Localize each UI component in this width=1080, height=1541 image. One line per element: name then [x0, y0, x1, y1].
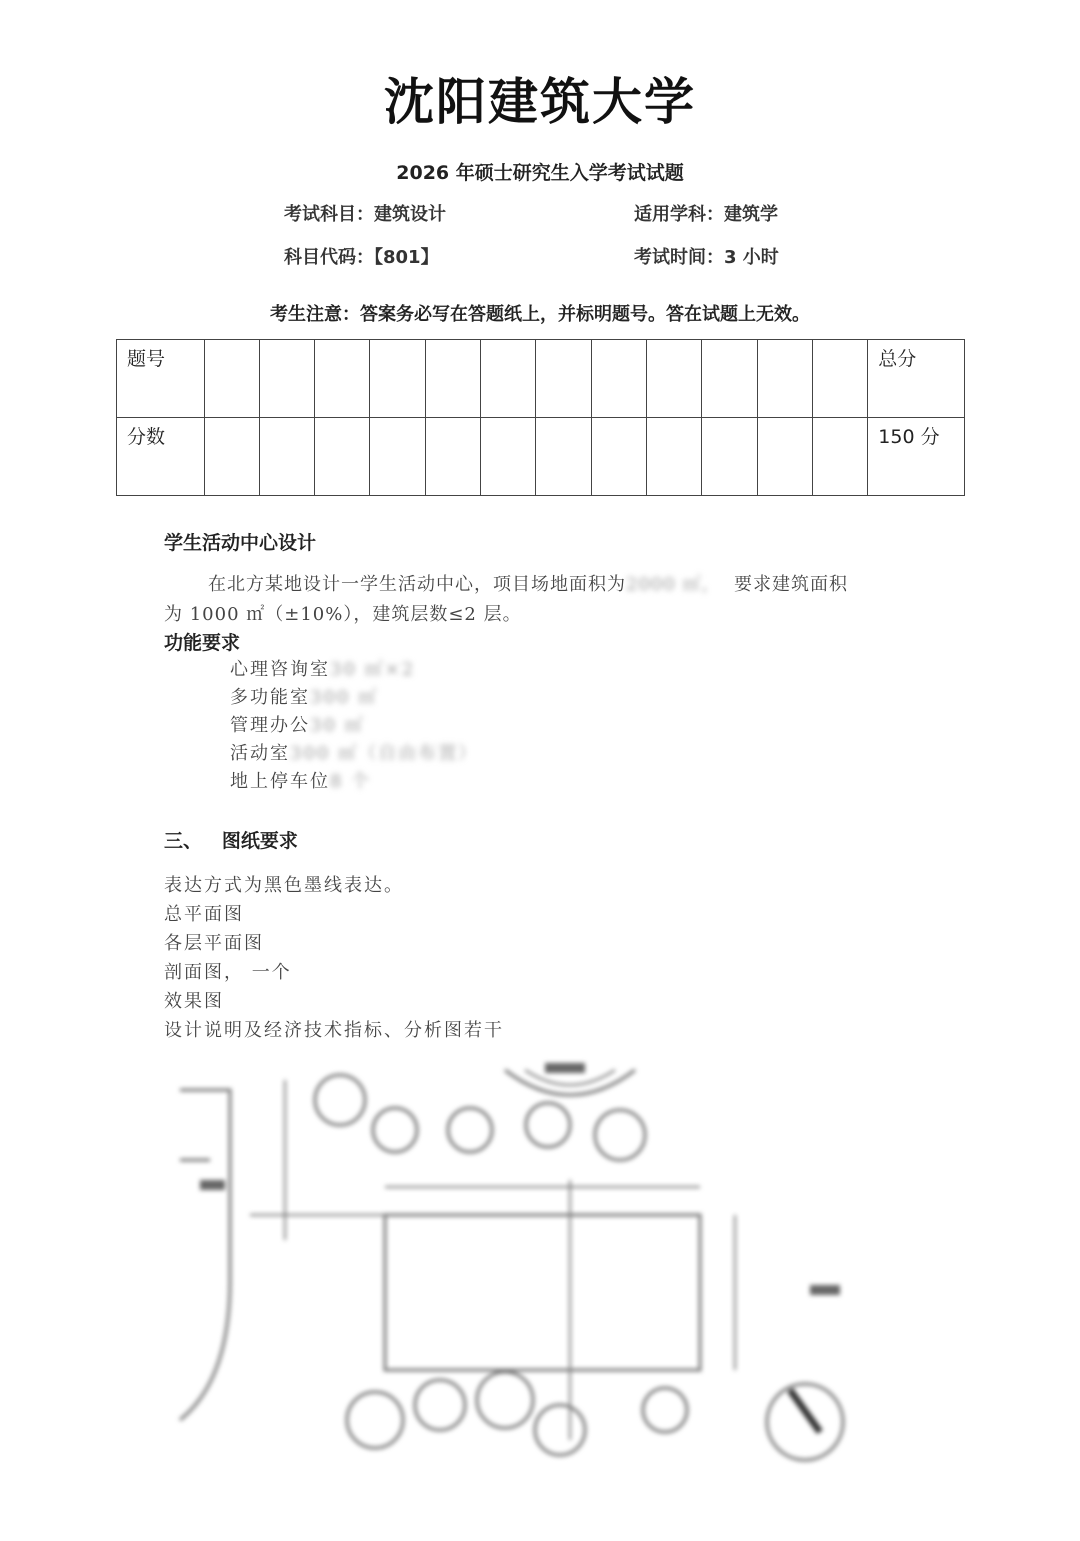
- function-item-label: 管理办公: [230, 715, 310, 736]
- function-item-area: 8 个: [330, 771, 372, 792]
- candidate-notice: 考生注意：答案务必写在答题纸上，并标明题号。答在试题上无效。: [270, 304, 810, 325]
- list-item: [230, 656, 415, 684]
- tree-symbol: [373, 1108, 417, 1152]
- tree-symbol: [595, 1110, 645, 1160]
- intro-text-2: 为 1000 ㎡（±10%），建筑层数≤2 层。: [164, 604, 522, 625]
- function-item-area: 300 ㎡: [310, 687, 379, 708]
- list-item: 设计说明及经济技术指标、分析图若干: [164, 1020, 504, 1041]
- table-cell: [536, 418, 591, 496]
- intro-text-1a: 在北方某地设计一学生活动中心，项目场地面积为: [208, 574, 626, 595]
- section-title: 图纸要求: [221, 830, 298, 852]
- exam-subject: 考试科目：建筑设计: [284, 204, 446, 225]
- applicable-discipline: 适用学科：建筑学: [634, 204, 778, 225]
- tree-symbol: [643, 1388, 687, 1432]
- function-item-area: 30 ㎡: [310, 715, 365, 736]
- score-table: [116, 339, 965, 496]
- tree-symbol: [526, 1103, 570, 1147]
- total-score-value: 150 分: [868, 418, 965, 496]
- question-number-label: 题号: [117, 340, 205, 418]
- drawing-heading: [164, 826, 298, 853]
- table-cell: [315, 340, 370, 418]
- table-cell: [370, 418, 425, 496]
- intro-text-1b: 要求建筑面积: [733, 574, 848, 595]
- tree-symbol: [315, 1075, 365, 1125]
- list-item: 效果图: [164, 991, 224, 1012]
- north-arrow-needle: [790, 1390, 820, 1432]
- list-item: [230, 740, 478, 768]
- tree-symbol: [448, 1108, 492, 1152]
- function-heading: 功能要求: [164, 632, 241, 654]
- table-cell: [812, 418, 867, 496]
- table-cell: [204, 340, 259, 418]
- list-item: 各层平面图: [164, 933, 264, 954]
- table-cell: [204, 418, 259, 496]
- table-cell: [647, 340, 702, 418]
- list-item: [230, 768, 371, 796]
- list-item: 剖面图， 一个: [164, 962, 292, 983]
- road-curve: [180, 1090, 230, 1420]
- function-item-label: 心理咨询室: [230, 659, 330, 680]
- function-item-area: 30 ㎡×2: [330, 659, 416, 680]
- subject-code: 科目代码：【801】: [284, 247, 439, 268]
- table-cell: [591, 418, 646, 496]
- total-score-label: 总分: [868, 340, 965, 418]
- list-item: 表达方式为黑色墨线表达。: [164, 875, 404, 896]
- road-label-blurred: [545, 1063, 585, 1073]
- list-item: [230, 712, 365, 740]
- table-row: [117, 418, 965, 496]
- score-label: 分数: [117, 418, 205, 496]
- function-item-label: 地上停车位: [230, 771, 330, 792]
- table-cell: [591, 340, 646, 418]
- site-area-blurred: 2000 ㎡，: [626, 574, 721, 595]
- table-cell: [757, 418, 812, 496]
- section-number: 三、: [164, 830, 203, 852]
- table-row: [117, 340, 965, 418]
- table-cell: [702, 340, 757, 418]
- table-cell: [647, 418, 702, 496]
- table-cell: [757, 340, 812, 418]
- tree-symbol: [535, 1405, 585, 1455]
- table-cell: [259, 340, 314, 418]
- table-cell: [425, 418, 480, 496]
- site-plan-drawing: [170, 1060, 870, 1480]
- function-item-area: 300 ㎡（自由布置）: [290, 743, 479, 764]
- table-cell: [315, 418, 370, 496]
- road-label-blurred: [200, 1180, 225, 1190]
- north-arrow-circle: [767, 1384, 843, 1460]
- university-logo: 沈阳建筑大学: [384, 73, 696, 131]
- list-item: 总平面图: [164, 904, 244, 925]
- intro-paragraph: [164, 570, 934, 630]
- design-title: 学生活动中心设计: [164, 532, 317, 554]
- road-label-blurred: [810, 1285, 840, 1295]
- table-cell: [702, 418, 757, 496]
- table-cell: [481, 340, 536, 418]
- table-cell: [481, 418, 536, 496]
- exam-time: 考试时间：3 小时: [634, 247, 779, 268]
- tree-symbol: [347, 1392, 403, 1448]
- function-item-label: 多功能室: [230, 687, 310, 708]
- tree-symbol: [477, 1372, 533, 1428]
- table-cell: [259, 418, 314, 496]
- table-cell: [425, 340, 480, 418]
- exam-title: 2026 年硕士研究生入学考试试题: [396, 162, 684, 184]
- site-boundary: [385, 1215, 700, 1370]
- table-cell: [370, 340, 425, 418]
- tree-symbol: [415, 1380, 465, 1430]
- list-item: [230, 684, 378, 712]
- table-cell: [812, 340, 867, 418]
- function-item-label: 活动室: [230, 743, 290, 764]
- table-cell: [536, 340, 591, 418]
